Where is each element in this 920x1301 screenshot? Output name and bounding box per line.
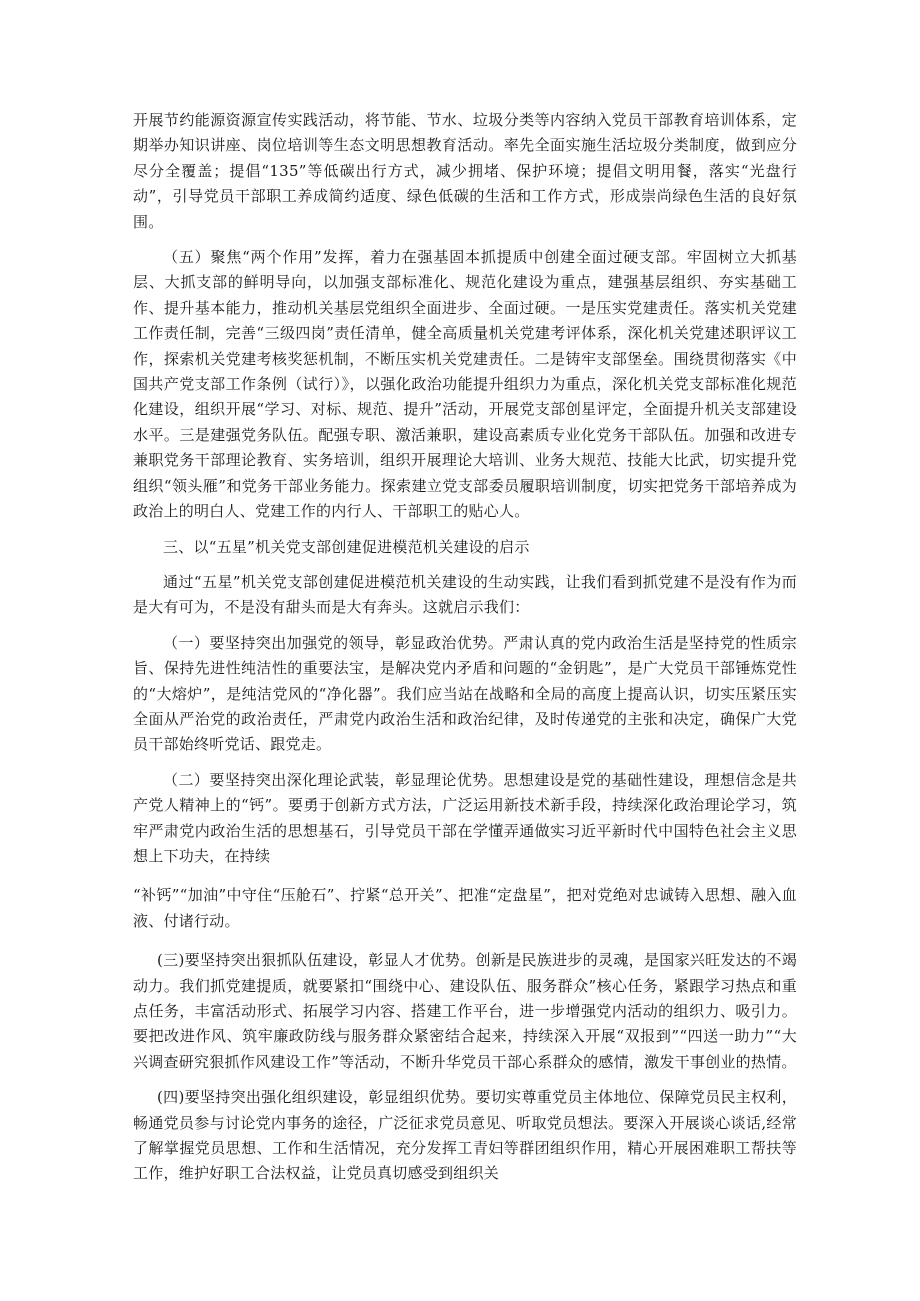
section-heading-3: 三、以“五星”机关党支部创建促进模范机关建设的启示	[163, 537, 530, 556]
paragraph-section-5: （五）聚焦“两个作用”发挥，着力在强基固本抓提质中创建全面过硬支部。牢固树立大抓基层、大抓支部的鲜明导向，以加强支部标准化、规范化建设为重点，建强基层组织、夯实基础工作、提升基本能力，推动机关基层党组织全面进步、全面过硬。一是压实党建责任。落实机关党建工作责任制，完善“三级四岗”责任清单，健全高质量机关党建考评体系，深化机关党建述职评议工作，探索机关党建考核奖惩机制，不断压实机关党建责任。二是铸牢支部堡垒。围绕贯彻落实《中国共产党支部工作条例（试行）》，以强化政治功能提升组织力为重点，深化机关党支部标准化规范化建设，组织开展“学习、对标、规范、提升”活动，开展党支部创星评定，全面提升机关支部建设水平。三是建强党务队伍。配强专职、激活兼职，建设高素质专业化党务干部队伍。加强和改进专兼职党务干部理论教育、实务培训，组织开展理论大培训、业务大规范、技能大比武，切实提升党组织“领头雁”和党务干部业务能力。探索建立党支部委员履职培训制度，切实把党务干部培养成为政治上的明白人、党建工作的内行人、干部职工的贴心人。	[133, 248, 797, 521]
paragraph-1: 开展节约能源资源宣传实践活动，将节能、节水、垃圾分类等内容纳入党员干部教育培训体系，定期举办知识讲座、岗位培训等生态文明思想教育活动。率先全面实施生活垃圾分类制度，做到应分尽分全覆盖；提倡“135”等低碳出行方式，减少拥堵、保护环境；提倡文明用餐，落实“光盘行动”，引导党员干部职工养成简约适度、绿色低碳的生活和工作方式，形成崇尚绿色生活的良好氛围。	[133, 111, 797, 231]
document-page	[133, 108, 797, 1197]
paragraph-point-3: (三)要坚持突出狠抓队伍建设，彰显人才优势。创新是民族进步的灵魂，是国家兴旺发达的不竭动力。我们抓党建提质，就要紧扣“围绕中心、建设队伍、服务群众”核心任务，紧跟学习热点和重点任务，丰富活动形式、拓展学习内容、搭建工作平台，进一步增强党内活动的组织力、吸引力。要把改进作风、筑牢廉政防线与服务群众紧密结合起来，持续深入开展“双报到”“四送一助力”“大兴调查研究狠抓作风建设工作”等活动，不断升华党员干部心系群众的感情，激发干事创业的热情。	[133, 951, 797, 1071]
paragraph-point-2: （二）要坚持突出深化理论武装，彰显理论优势。思想建设是党的基础性建设，理想信念是共产党人精神上的“钙”。要勇于创新方式方法，广泛运用新技术新手段，持续深化政治理论学习，筑牢严肃党内政治生活的思想基石，引导党员干部在学懂弄通做实习近平新时代中国特色社会主义思想上下功夫，在持续	[133, 770, 797, 865]
paragraph-intro: 通过“五星”机关党支部创建促进模范机关建设的生动实践，让我们看到抓党建不是没有作为而是大有可为，不是没有甜头而是大有奔头。这就启示我们：	[133, 572, 797, 617]
paragraph-point-4: (四)要坚持突出强化组织建设，彰显组织优势。要切实尊重党员主体地位、保障党员民主权利，畅通党员参与讨论党内事务的途径，广泛征求党员意见、听取党员想法。要深入开展谈心谈话,经常了解掌握党员思想、工作和生活情况，充分发挥工青妇等群团组织作用，精心开展困难职工帮扶等工作，维护好职工合法权益，让党员真切感受到组织关	[133, 1088, 797, 1183]
paragraph-point-2-continued: “补钙”“加油”中守住“压舱石”、拧紧“总开关”、把准“定盘星”，把对党绝对忠诚铸入思想、融入血液、付诸行动。	[133, 886, 797, 930]
paragraph-point-1: （一）要坚持突出加强党的领导，彰显政治优势。严肃认真的党内政治生活是坚持党的性质宗旨、保持先进性纯洁性的重要法宝，是解决党内矛盾和问题的“金钥匙”，是广大党员干部锤炼党性的“大熔炉”，是纯洁党风的“净化器”。我们应当站在战略和全局的高度上提高认识，切实压紧压实全面从严治党的政治责任，严肃党内政治生活和政治纪律，及时传递党的主张和决定，确保广大党员干部始终听党话、跟党走。	[133, 633, 797, 754]
